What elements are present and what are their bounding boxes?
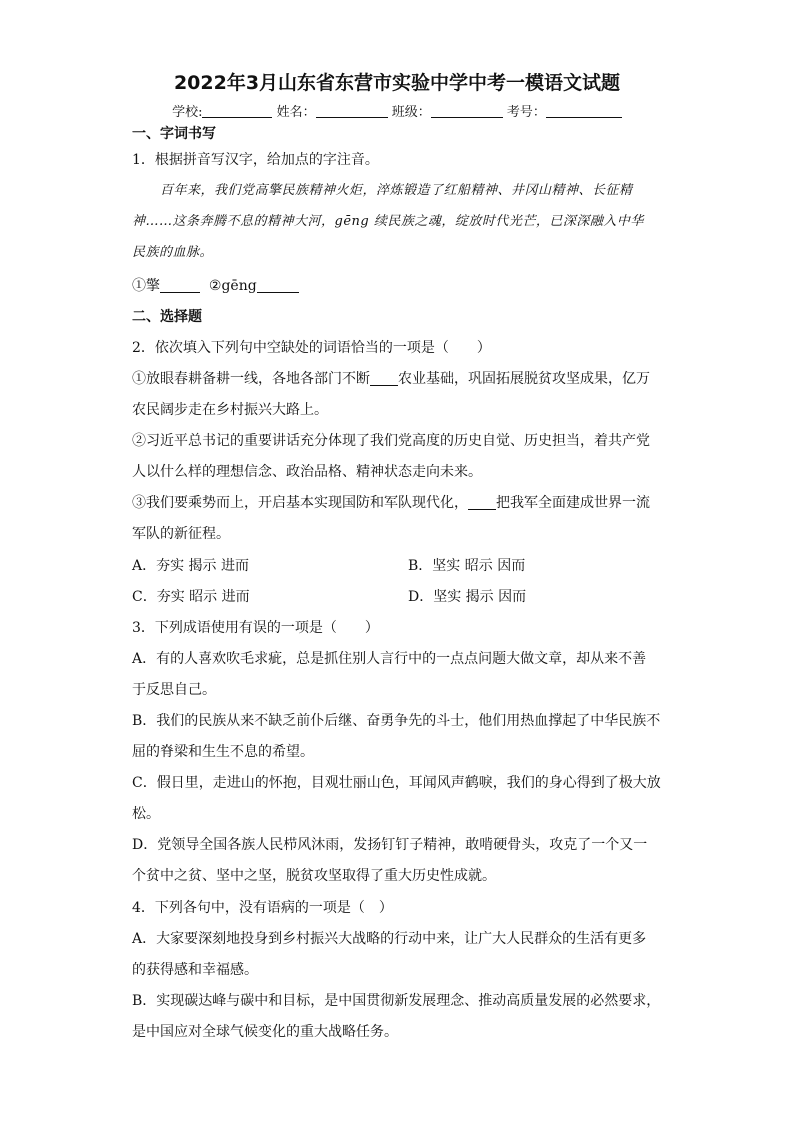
option-b[interactable]: B．坚实 昭示 因而 (408, 558, 526, 574)
student-info-row (0, 101, 794, 120)
option-b[interactable]: B．实现碳达峰与碳中和目标，是中国贯彻新发展理念、推动高质量发展的必然要求， (132, 993, 661, 1009)
school-blank[interactable] (202, 104, 272, 118)
sentence-part: 把我军全面建成世界一流 (496, 495, 650, 511)
page-title: 2022年3月山东省东营市实验中学中考一模语文试题 (173, 72, 621, 94)
question-3-stem: 3．下列成语使用有误的一项是（ ） (132, 620, 379, 636)
question-2-sentence-line (132, 493, 650, 513)
class-blank[interactable] (431, 104, 503, 118)
section-heading-2: 二、选择题 (132, 309, 202, 325)
sentence-part: 农业基础，巩固拓展脱贫攻坚成果，亿万 (398, 371, 650, 387)
answer-1-label: ①擎 (132, 278, 160, 294)
name-blank[interactable] (316, 104, 388, 118)
option-c[interactable]: C．夯实 昭示 进而 (132, 589, 250, 605)
option-a-cont: 的获得感和幸福感。 (132, 962, 258, 978)
option-c-cont: 松。 (132, 806, 160, 822)
section-heading-1: 一、字词书写 (132, 126, 216, 142)
fill-blank[interactable] (370, 371, 398, 386)
option-b-cont: 屈的脊梁和生生不息的希望。 (132, 744, 314, 760)
sentence-part: ③我们要乘势而上，开启基本实现国防和军队现代化， (132, 495, 468, 511)
question-1-passage-line: 百年来，我们党高擎民族精神火炬，淬炼锻造了红船精神、井冈山精神、长征精 (160, 183, 633, 198)
question-2-sentence-line: 农民阔步走在乡村振兴大路上。 (132, 402, 328, 418)
fill-blank[interactable] (468, 495, 496, 510)
question-4-stem: 4．下列各句中，没有语病的一项是（ ） (132, 900, 393, 916)
option-d[interactable]: D．坚实 揭示 因而 (408, 589, 527, 605)
school-label: 学校: (172, 105, 203, 120)
exam-no-blank[interactable] (546, 104, 622, 118)
option-a-cont: 于反思自己。 (132, 682, 216, 698)
option-d-cont: 个贫中之贫、坚中之坚，脱贫攻坚取得了重大历史性成就。 (132, 868, 496, 884)
option-a[interactable]: A．夯实 揭示 进而 (132, 558, 250, 574)
option-c[interactable]: C．假日里，走进山的怀抱，目观壮丽山色，耳闻风声鹤唳，我们的身心得到了极大放 (132, 775, 661, 791)
question-1-passage-line: 民族的血脉。 (132, 245, 214, 260)
question-2-stem: 2．依次填入下列句中空缺处的词语恰当的一项是（ ） (132, 340, 491, 356)
class-label: 班级： (391, 105, 431, 120)
question-2-sentence-line (132, 369, 650, 389)
exam-no-label: 考号： (506, 105, 546, 120)
sentence-part: ①放眼春耕备耕一线，各地各部门不断 (132, 371, 370, 387)
question-1-answer-row (132, 276, 299, 296)
question-2-sentence-line: ②习近平总书记的重要讲话充分体现了我们党高度的历史自觉、历史担当，着共产党 (132, 433, 650, 449)
answer-1-blank[interactable] (160, 278, 200, 293)
question-2-sentence-line: 军队的新征程。 (132, 526, 230, 542)
question-1-stem: 1．根据拼音写汉字，给加点的字注音。 (132, 152, 379, 168)
answer-2-label: ②gēng (208, 278, 257, 294)
option-b[interactable]: B．我们的民族从来不缺乏前仆后继、奋勇争先的斗士，他们用热血撑起了中华民族不 (132, 713, 661, 729)
question-2-sentence-line: 人以什么样的理想信念、政治品格、精神状态走向未来。 (132, 464, 482, 480)
answer-2-blank[interactable] (257, 278, 299, 293)
option-a[interactable]: A．有的人喜欢吹毛求疵，总是抓住别人言行中的一点点问题大做文章，却从来不善 (132, 651, 647, 667)
name-label: 姓名： (276, 105, 316, 120)
option-d[interactable]: D．党领导全国各族人民栉风沐雨，发扬钉钉子精神，敢啃硬骨头，攻克了一个又一 (132, 837, 648, 853)
question-1-passage-line: 神……这条奔腾不息的精神大河，gēng 续民族之魂，绽放时代光芒，已深深融入中华 (132, 214, 644, 229)
option-b-cont: 是中国应对全球气候变化的重大战略任务。 (132, 1024, 398, 1040)
option-a[interactable]: A．大家要深刻地投身到乡村振兴大战略的行动中来，让广大人民群众的生活有更多 (132, 931, 647, 947)
